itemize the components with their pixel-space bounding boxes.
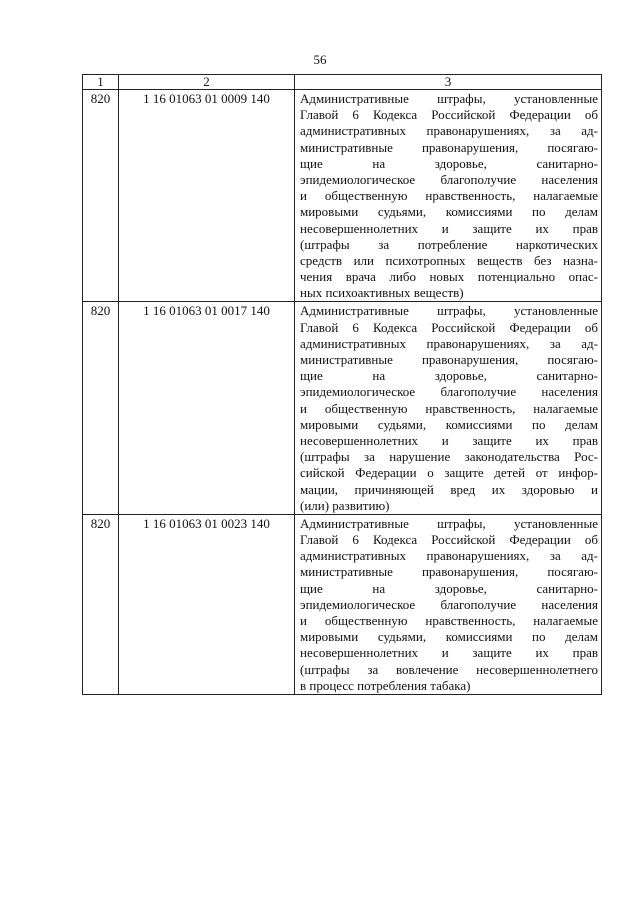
description-cell [295, 302, 602, 514]
description-line: сийской Федерации о защите детей от инфор- [300, 465, 598, 481]
description-line: мировыми судьями, комиссиями по делам [300, 629, 598, 645]
description-line: в процесс потребления табака) [300, 677, 471, 693]
description-line: (или) развитию) [300, 497, 390, 513]
description-line: министративные правонарушения, посягаю- [300, 564, 598, 580]
description-line: чения врача либо новых потенциально опас- [300, 269, 598, 285]
table-row [83, 90, 602, 302]
description-line: мировыми судьями, комиссиями по делам [300, 204, 598, 220]
description-line: щие на здоровье, санитарно- [300, 368, 598, 384]
budget-code-cell: 1 16 01063 01 0023 140 [119, 514, 295, 694]
description-cell [295, 514, 602, 694]
description-line: министративные правонарушения, посягаю- [300, 139, 598, 155]
description-line: (штрафы за потребление наркотических [300, 236, 598, 252]
column-header-3: 3 [295, 75, 602, 90]
description-line: несовершеннолетних и защите их прав [300, 645, 598, 661]
description-line: эпидемиологическое благополучие населения [300, 384, 598, 400]
column-header-1: 1 [83, 75, 119, 90]
description-line: эпидемиологическое благополучие населения [300, 171, 598, 187]
description-line: Главой 6 Кодекса Российской Федерации об [300, 532, 598, 548]
description-line: несовершеннолетних и защите их прав [300, 220, 598, 236]
budget-code-cell: 1 16 01063 01 0017 140 [119, 302, 295, 514]
column-header-2: 2 [119, 75, 295, 90]
description-line: и общественную нравственность, налагаемые [300, 613, 598, 628]
description-line: административных правонарушениях, за ад- [300, 123, 598, 139]
description-line: щие на здоровье, санитарно- [300, 155, 598, 171]
description-line: Административные штрафы, установленные [300, 91, 598, 106]
description-line: Главой 6 Кодекса Российской Федерации об [300, 107, 598, 123]
table-header-row [83, 75, 602, 90]
admin-code-cell: 820 [83, 302, 119, 514]
description-line: мировыми судьями, комиссиями по делам [300, 416, 598, 432]
description-line: и общественную нравственность, налагаемые [300, 188, 598, 204]
description-line: Административные штрафы, установленные [300, 515, 598, 531]
budget-code-cell: 1 16 01063 01 0009 140 [119, 90, 295, 302]
admin-code-cell: 820 [83, 90, 119, 302]
description-line: ных психоактивных веществ) [300, 285, 464, 301]
description-line: административных правонарушениях, за ад- [300, 335, 598, 351]
admin-code-cell: 820 [83, 514, 119, 694]
description-cell [295, 90, 602, 302]
description-line: средств или психотропных веществ без назна- [300, 252, 598, 268]
description-line: мации, причиняющей вред их здоровью и [300, 481, 598, 497]
fees-table [82, 74, 602, 695]
page-number: 56 [313, 52, 327, 67]
description-line: несовершеннолетних и защите их прав [300, 432, 598, 448]
description-line: эпидемиологическое благополучие населения [300, 596, 598, 612]
description-line: министративные правонарушения, посягаю- [300, 352, 598, 367]
description-line: Административные штрафы, установленные [300, 303, 598, 319]
description-line: щие на здоровье, санитарно- [300, 580, 598, 596]
table-row [83, 514, 602, 694]
description-line: административных правонарушениях, за ад- [300, 548, 598, 564]
description-line: (штрафы за нарушение законодательства Рос- [300, 449, 598, 465]
description-line: и общественную нравственность, налагаемые [300, 400, 598, 416]
table-row [83, 302, 602, 514]
description-line: (штрафы за вовлечение несовершеннолетнего [300, 661, 598, 677]
description-line: Главой 6 Кодекса Российской Федерации об [300, 319, 598, 335]
